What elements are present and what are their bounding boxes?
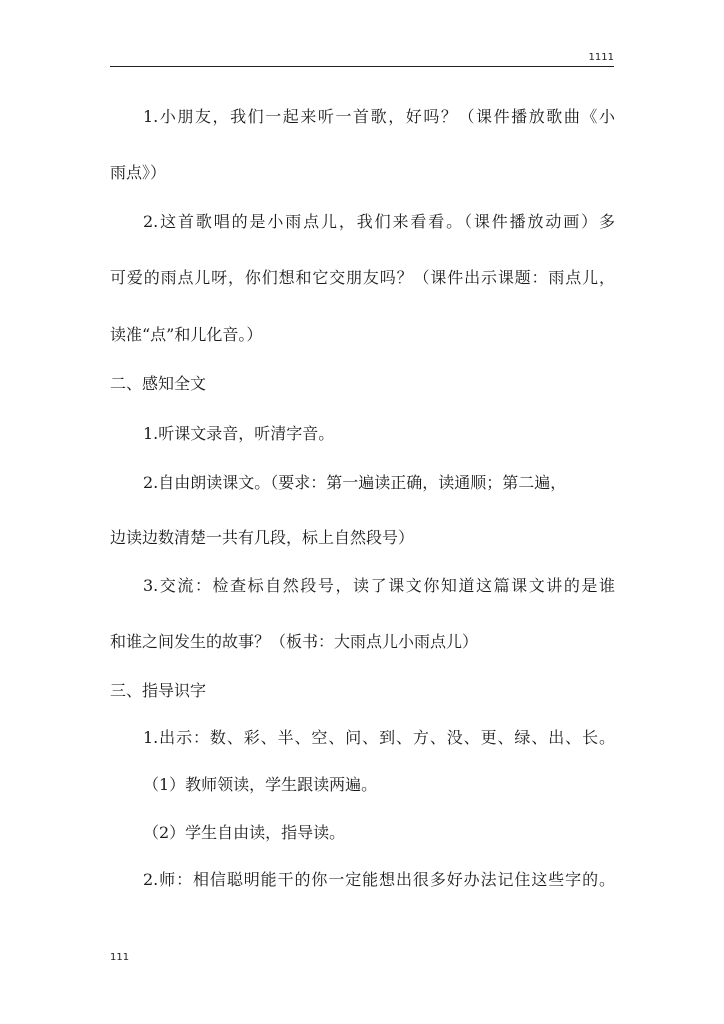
- text-line: 1.出示：数、彩、半、空、问、到、方、没、更、绿、出、长。: [143, 728, 615, 747]
- text-line: 和谁之间发生的故事？（板书：大雨点儿小雨点儿）: [110, 632, 479, 651]
- footer-page-number: 111: [110, 952, 130, 963]
- text-line: 读准“点”和儿化音。）: [110, 325, 263, 344]
- section-heading: 三、指导识字: [110, 681, 207, 700]
- text-line: 1.小朋友，我们一起来听一首歌，好吗？（课件播放歌曲《小: [143, 107, 615, 126]
- text-line: 1.听课文录音，听清字音。: [143, 424, 335, 443]
- text-line: 雨点》）: [110, 163, 167, 182]
- text-line: 2.师：相信聪明能干的你一定能想出很多好办法记住这些字的。: [143, 870, 615, 889]
- text-line: 3.交流：检查标自然段号，读了课文你知道这篇课文讲的是谁: [143, 576, 615, 595]
- text-line: 2.这首歌唱的是小雨点儿，我们来看看。（课件播放动画）多: [143, 212, 615, 231]
- text-line: 可爱的雨点儿呀，你们想和它交朋友吗？（课件出示课题：雨点儿，: [110, 268, 615, 287]
- header-page-number: 1111: [588, 52, 614, 63]
- header-divider: [110, 66, 614, 67]
- text-line: 边读边数清楚一共有几段，标上自然段号）: [110, 528, 415, 547]
- text-line: 2.自由朗读课文。（要求：第一遍读正确，读通顺；第二遍，: [143, 473, 567, 492]
- text-line: （1）教师领读，学生跟读两遍。: [143, 775, 378, 794]
- section-heading: 二、感知全文: [110, 374, 207, 393]
- text-line: （2）学生自由读，指导读。: [143, 823, 346, 842]
